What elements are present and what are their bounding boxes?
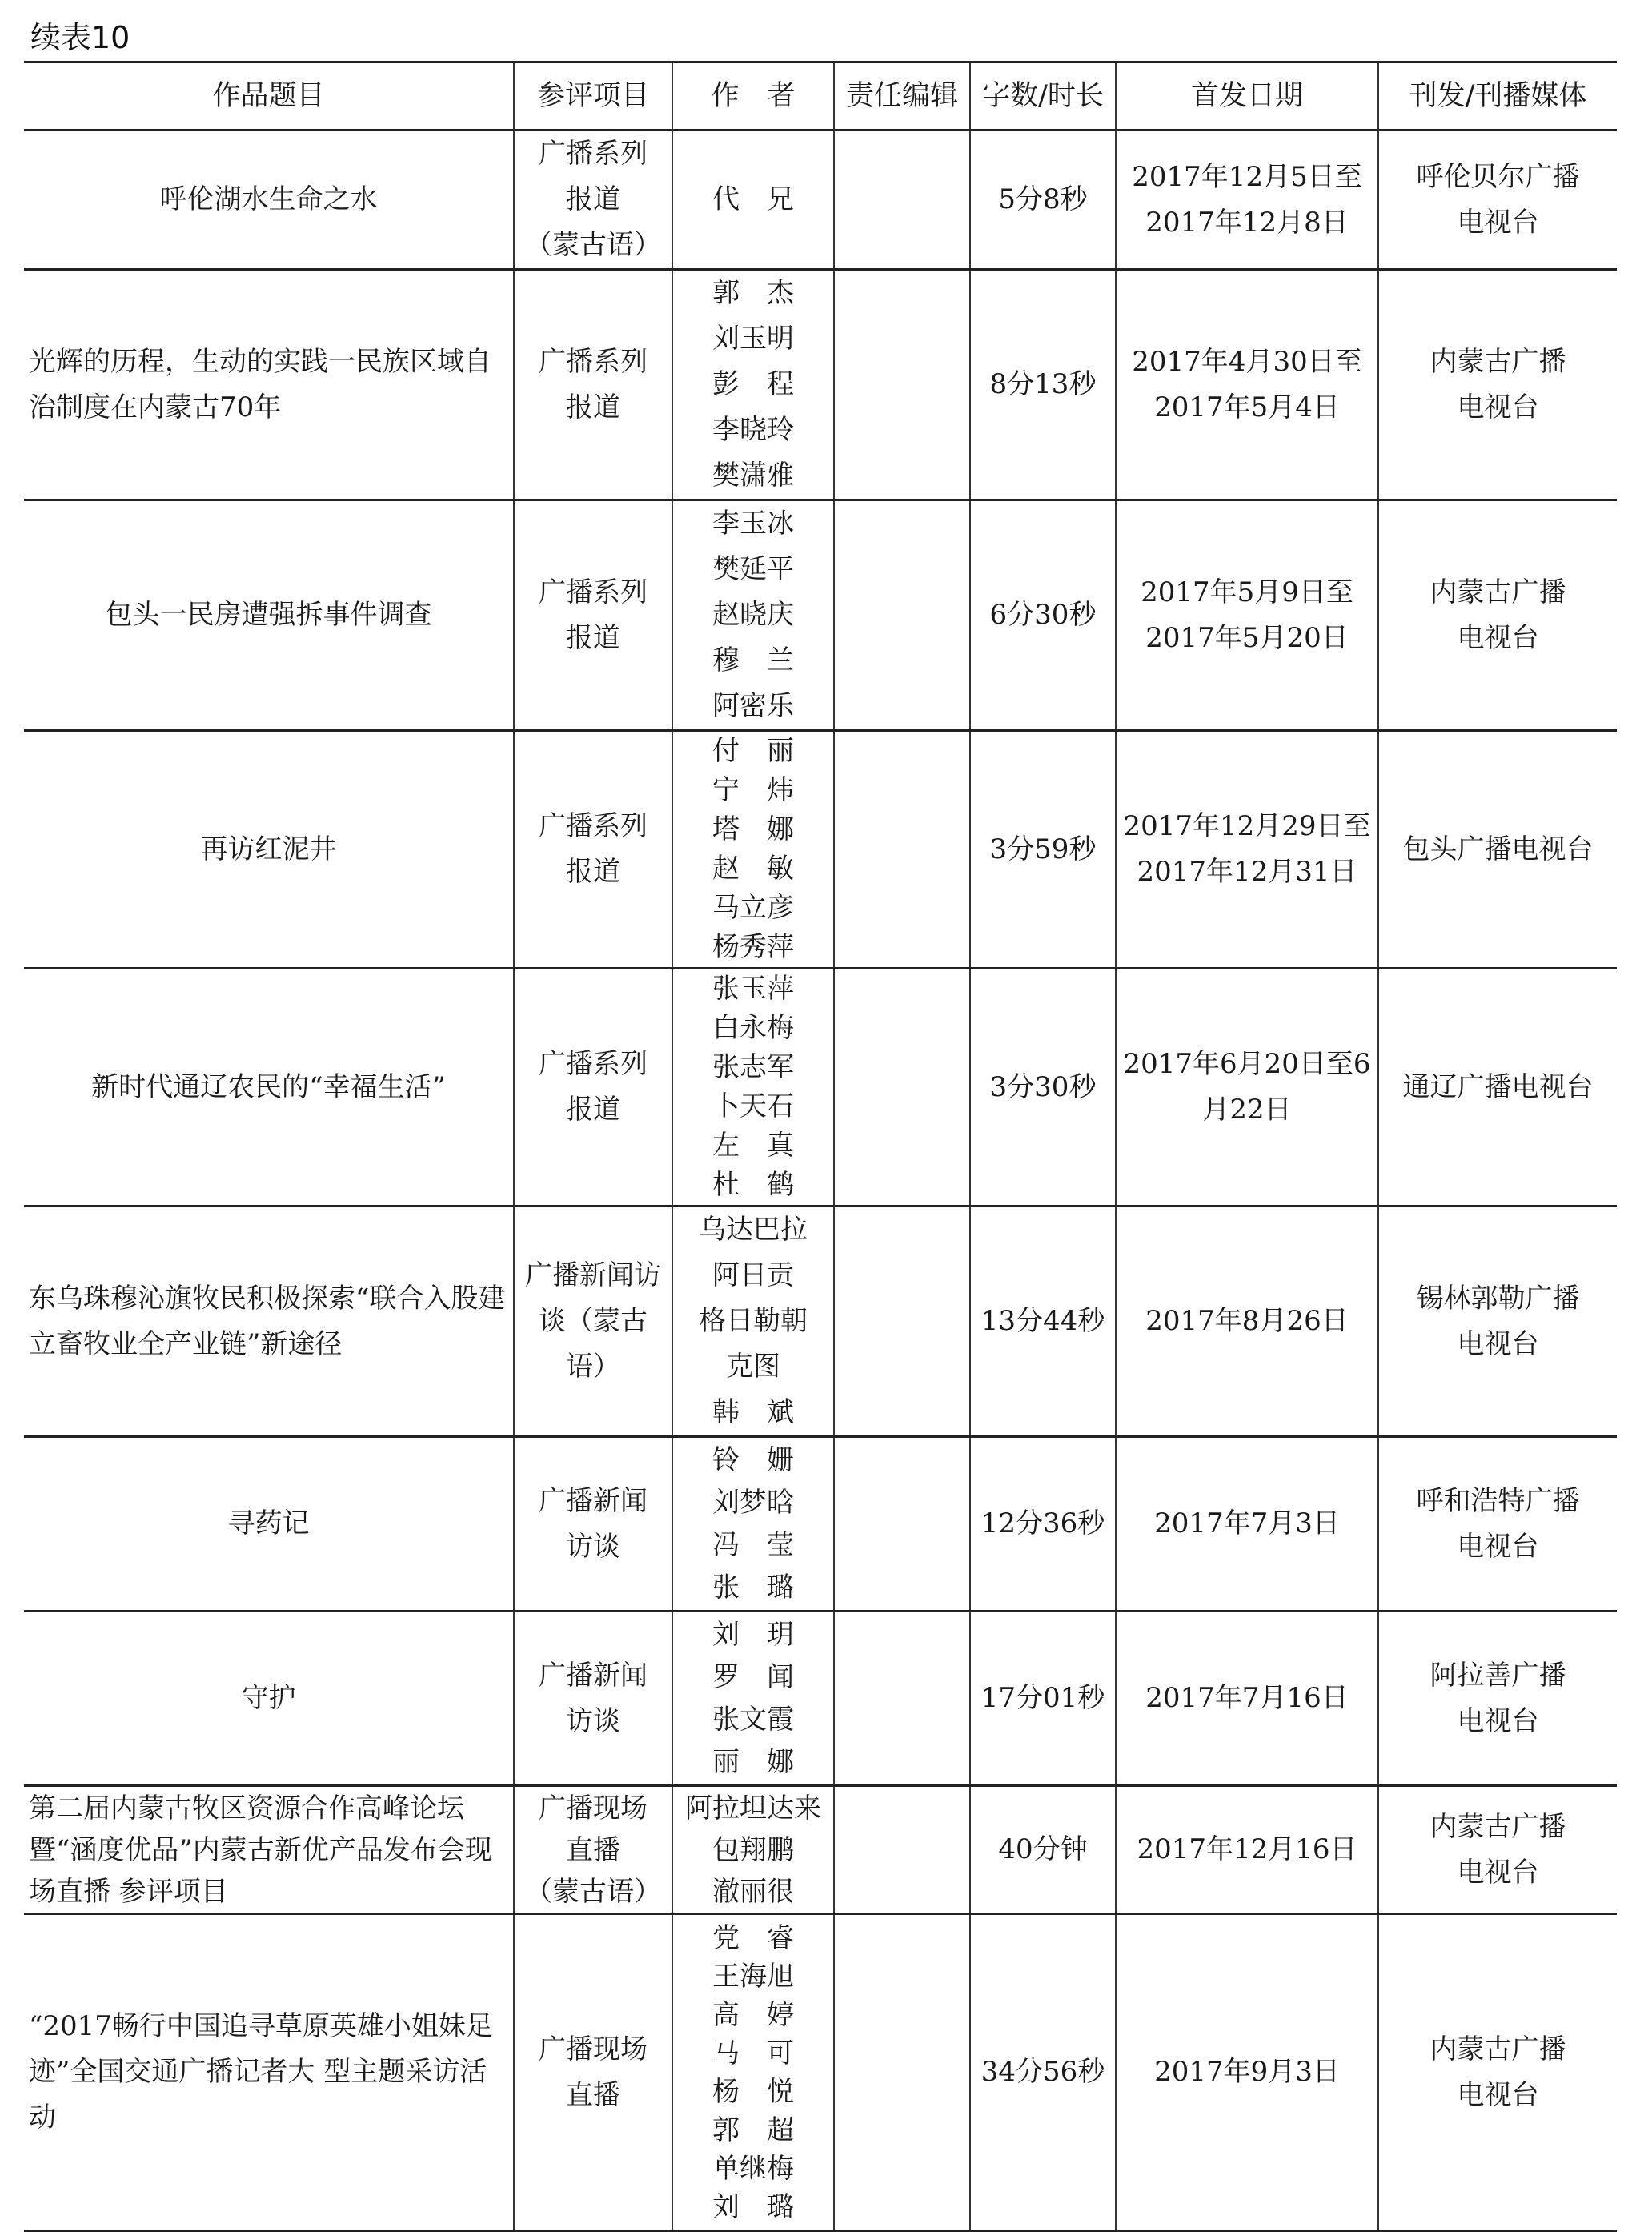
author-name: 刘梦晗 — [712, 1486, 794, 1519]
author-name: 赵 敏 — [712, 853, 794, 885]
authors-cell — [672, 270, 834, 500]
date-line: 2017年7月3日 — [1154, 1507, 1340, 1540]
author-name: 杜 鹤 — [712, 1169, 794, 1201]
author-name: 李玉冰 — [712, 508, 794, 540]
author-name: 丽 娜 — [712, 1745, 794, 1778]
author-name: 郭 超 — [712, 2114, 794, 2146]
date-cell — [1116, 1206, 1378, 1437]
length-cell: 17分01秒 — [970, 1612, 1116, 1786]
header-length: 字数/时长 — [970, 62, 1116, 130]
author-name: 张文霞 — [712, 1703, 794, 1736]
author-name: 李晓玲 — [712, 414, 794, 446]
category-line: 广播系列 — [539, 576, 648, 608]
table-row — [24, 130, 1617, 270]
category-line: 访谈 — [566, 1530, 620, 1563]
author-name: 樊潇雅 — [712, 460, 794, 492]
category-cell — [514, 969, 672, 1206]
date-line: 2017年5月9日至 — [1141, 576, 1353, 608]
media-cell — [1378, 969, 1617, 1206]
author-name: 郭 杰 — [712, 277, 794, 309]
length-cell: 13分44秒 — [970, 1206, 1116, 1437]
category-line: 广播新闻 — [539, 1484, 648, 1517]
editor-cell — [834, 270, 970, 500]
author-name: 宁 炜 — [712, 774, 794, 806]
media-cell — [1378, 270, 1617, 500]
work-title: 再访红泥井 — [200, 833, 337, 865]
media-line: 电视台 — [1457, 2078, 1539, 2111]
category-line: 报道 — [566, 183, 620, 215]
author-name: 阿日贡 — [712, 1259, 794, 1291]
author-name: 冯 莹 — [712, 1528, 794, 1561]
author-name: 左 真 — [712, 1130, 794, 1162]
date-cell — [1116, 731, 1378, 969]
editor-cell — [834, 1914, 970, 2231]
header-media: 刊发/刊播媒体 — [1378, 62, 1617, 130]
author-name: 张玉萍 — [712, 973, 794, 1005]
table-row — [24, 1612, 1617, 1786]
date-line: 2017年5月4日 — [1154, 391, 1340, 424]
length-cell: 3分59秒 — [970, 731, 1116, 969]
media-line: 电视台 — [1457, 1704, 1539, 1737]
category-cell — [514, 1914, 672, 2231]
date-line: 2017年6月20日至6 — [1123, 1048, 1371, 1080]
category-line: 广播现场 — [539, 1792, 648, 1825]
header-authors: 作 者 — [672, 62, 834, 130]
category-cell — [514, 1206, 672, 1437]
length-cell: 6分30秒 — [970, 500, 1116, 731]
date-cell — [1116, 1786, 1378, 1914]
work-title: 新时代通辽农民的“幸福生活” — [91, 1070, 446, 1103]
date-cell — [1116, 1437, 1378, 1612]
author-name: 罗 闻 — [712, 1660, 794, 1693]
header-title: 作品题目 — [212, 79, 325, 112]
date-line: 2017年12月16日 — [1137, 1833, 1357, 1865]
header-row — [24, 62, 1617, 130]
work-title: 包头一民房遭强拆事件调查 — [105, 599, 432, 631]
author-name: 铃 姗 — [712, 1443, 794, 1476]
table-row — [24, 1437, 1617, 1612]
work-title: 守护 — [241, 1682, 296, 1714]
media-line: 呼伦贝尔广播 — [1416, 160, 1580, 193]
date-cell — [1116, 270, 1378, 500]
category-cell — [514, 130, 672, 270]
author-name: 刘玉明 — [712, 323, 794, 355]
category-line: 语） — [566, 1351, 620, 1383]
date-line: 2017年9月3日 — [1154, 2056, 1340, 2088]
table-row — [24, 500, 1617, 731]
media-line: 呼和浩特广播 — [1416, 1484, 1580, 1517]
author-name: 樊延平 — [712, 553, 794, 585]
author-name: 赵晓庆 — [712, 599, 794, 631]
media-cell — [1378, 731, 1617, 969]
author-name: 刘 璐 — [712, 2190, 794, 2223]
authors-cell — [672, 1786, 834, 1914]
category-line: 广播系列 — [539, 810, 648, 842]
author-name: 韩 斌 — [712, 1396, 794, 1428]
author-name: 阿密乐 — [712, 690, 794, 722]
author-name: 杨 悦 — [712, 2075, 794, 2108]
media-cell — [1378, 1206, 1617, 1437]
length-cell: 40分钟 — [970, 1786, 1116, 1914]
editor-cell — [834, 1612, 970, 1786]
author-name: 王海旭 — [712, 1960, 794, 1993]
author-name: 刘 玥 — [712, 1618, 794, 1651]
category-line: 广播系列 — [539, 138, 648, 170]
editor-cell — [834, 130, 970, 270]
date-cell — [1116, 1612, 1378, 1786]
date-cell — [1116, 500, 1378, 731]
date-line: 2017年5月20日 — [1145, 621, 1349, 654]
table-caption: 续表10 — [30, 20, 130, 55]
table-row — [24, 1914, 1617, 2231]
media-cell — [1378, 1612, 1617, 1786]
editor-cell — [834, 1437, 970, 1612]
category-line: 报道 — [566, 621, 620, 654]
editor-cell — [834, 500, 970, 731]
awards-table — [24, 61, 1617, 2232]
table-row — [24, 1786, 1617, 1914]
header-editor: 责任编辑 — [834, 62, 970, 130]
media-line: 电视台 — [1457, 1530, 1539, 1563]
category-cell — [514, 270, 672, 500]
date-line: 2017年8月26日 — [1145, 1305, 1349, 1337]
editor-cell — [834, 1786, 970, 1914]
date-line: 2017年12月31日 — [1137, 856, 1357, 888]
media-cell — [1378, 1786, 1617, 1914]
length-cell: 5分8秒 — [970, 130, 1116, 270]
category-line: 报道 — [566, 1094, 620, 1126]
length-cell: 8分13秒 — [970, 270, 1116, 500]
work-title: 寻药记 — [227, 1507, 310, 1540]
category-line: （蒙古语） — [525, 1875, 661, 1908]
work-title: 第二届内蒙古牧区资源合作高峰论坛暨“涵度优品”内蒙古新优产品发布会现场直播 参评项目 — [29, 1792, 492, 1908]
author-name: 白永梅 — [712, 1012, 794, 1044]
media-line: 电视台 — [1457, 1327, 1539, 1360]
author-name: 马 可 — [712, 2037, 794, 2069]
work-title: “2017畅行中国追寻草原英雄小姐妹足迹”全国交通广播记者大 型主题采访活动 — [29, 2010, 493, 2134]
length-cell: 34分56秒 — [970, 1914, 1116, 2231]
authors-cell — [672, 130, 834, 270]
authors-cell — [672, 731, 834, 969]
media-line: 内蒙古广播 — [1429, 1810, 1566, 1843]
media-line: 包头广播电视台 — [1402, 833, 1594, 865]
work-title: 呼伦湖水生命之水 — [159, 183, 378, 215]
author-name: 乌达巴拉 — [699, 1214, 808, 1246]
author-name: 格日勒朝 — [699, 1305, 808, 1337]
category-cell — [514, 731, 672, 969]
media-cell — [1378, 1914, 1617, 2231]
category-line: 直播 — [566, 2078, 620, 2111]
date-line: 月22日 — [1202, 1094, 1292, 1126]
media-cell — [1378, 1437, 1617, 1612]
table-row — [24, 270, 1617, 500]
author-name: 卜天石 — [712, 1090, 794, 1122]
media-cell — [1378, 130, 1617, 270]
author-name: 包翔鹏 — [712, 1833, 794, 1866]
media-line: 阿拉善广播 — [1429, 1659, 1566, 1692]
media-line: 电视台 — [1457, 621, 1539, 654]
date-line: 2017年12月29日至 — [1123, 810, 1371, 842]
media-line: 内蒙古广播 — [1429, 2033, 1566, 2065]
category-line: 广播系列 — [539, 345, 648, 378]
header-date: 首发日期 — [1116, 62, 1378, 130]
author-name: 付 丽 — [712, 735, 794, 767]
date-line: 2017年7月16日 — [1145, 1682, 1349, 1714]
authors-cell — [672, 1612, 834, 1786]
table-row — [24, 731, 1617, 969]
table-body — [24, 130, 1617, 2231]
category-line: 广播新闻 — [539, 1659, 648, 1692]
author-name: 张志军 — [712, 1051, 794, 1083]
author-name: 马立彦 — [712, 892, 794, 924]
editor-cell — [834, 1206, 970, 1437]
category-cell — [514, 1786, 672, 1914]
media-line: 电视台 — [1457, 1856, 1539, 1889]
work-title: 东乌珠穆沁旗牧民积极探索“联合入股建立畜牧业全产业链”新途径 — [29, 1282, 506, 1360]
date-cell — [1116, 130, 1378, 270]
authors-cell — [672, 1437, 834, 1612]
category-line: 访谈 — [566, 1704, 620, 1737]
category-line: 广播现场 — [539, 2033, 648, 2065]
author-name: 高 婷 — [712, 1998, 794, 2031]
authors-cell — [672, 500, 834, 731]
author-name: 澈丽很 — [712, 1875, 794, 1908]
author-name: 穆 兰 — [712, 644, 794, 676]
media-line: 电视台 — [1457, 391, 1539, 424]
date-cell — [1116, 1914, 1378, 2231]
category-line: 谈（蒙古 — [539, 1305, 648, 1337]
category-line: 报道 — [566, 856, 620, 888]
length-cell: 12分36秒 — [970, 1437, 1116, 1612]
work-title: 光辉的历程，生动的实践一民族区域自治制度在内蒙古70年 — [29, 345, 491, 424]
date-line: 2017年4月30日至 — [1132, 345, 1362, 378]
author-name: 塔 娜 — [712, 813, 794, 845]
media-line: 电视台 — [1457, 206, 1539, 239]
authors-cell — [672, 1914, 834, 2231]
editor-cell — [834, 731, 970, 969]
authors-cell — [672, 1206, 834, 1437]
category-line: 报道 — [566, 391, 620, 424]
media-line: 内蒙古广播 — [1429, 345, 1566, 378]
header-category: 参评项目 — [514, 62, 672, 130]
table-row — [24, 969, 1617, 1206]
author-name: 单继梅 — [712, 2152, 794, 2185]
date-line: 2017年12月5日至 — [1132, 160, 1362, 193]
category-line: 直播 — [566, 1833, 620, 1866]
category-cell — [514, 1612, 672, 1786]
author-name: 党 睿 — [712, 1921, 794, 1954]
author-name: 代 兄 — [712, 183, 794, 215]
media-cell — [1378, 500, 1617, 731]
author-name: 克图 — [726, 1351, 780, 1383]
category-cell — [514, 1437, 672, 1612]
date-line: 2017年12月8日 — [1145, 206, 1349, 239]
media-line: 锡林郭勒广播 — [1416, 1282, 1580, 1315]
author-name: 张 璐 — [712, 1571, 794, 1604]
media-line: 内蒙古广播 — [1429, 576, 1566, 608]
awards-table-container — [24, 61, 1617, 2232]
author-name: 阿拉坦达来 — [685, 1792, 821, 1825]
media-line: 通辽广播电视台 — [1402, 1070, 1594, 1103]
editor-cell — [834, 969, 970, 1206]
author-name: 彭 程 — [712, 368, 794, 400]
author-name: 杨秀萍 — [712, 931, 794, 963]
category-line: 广播新闻访 — [525, 1259, 661, 1291]
length-cell: 3分30秒 — [970, 969, 1116, 1206]
category-line: （蒙古语） — [525, 229, 661, 261]
category-cell — [514, 500, 672, 731]
table-row — [24, 1206, 1617, 1437]
authors-cell — [672, 969, 834, 1206]
date-cell — [1116, 969, 1378, 1206]
category-line: 广播系列 — [539, 1048, 648, 1080]
